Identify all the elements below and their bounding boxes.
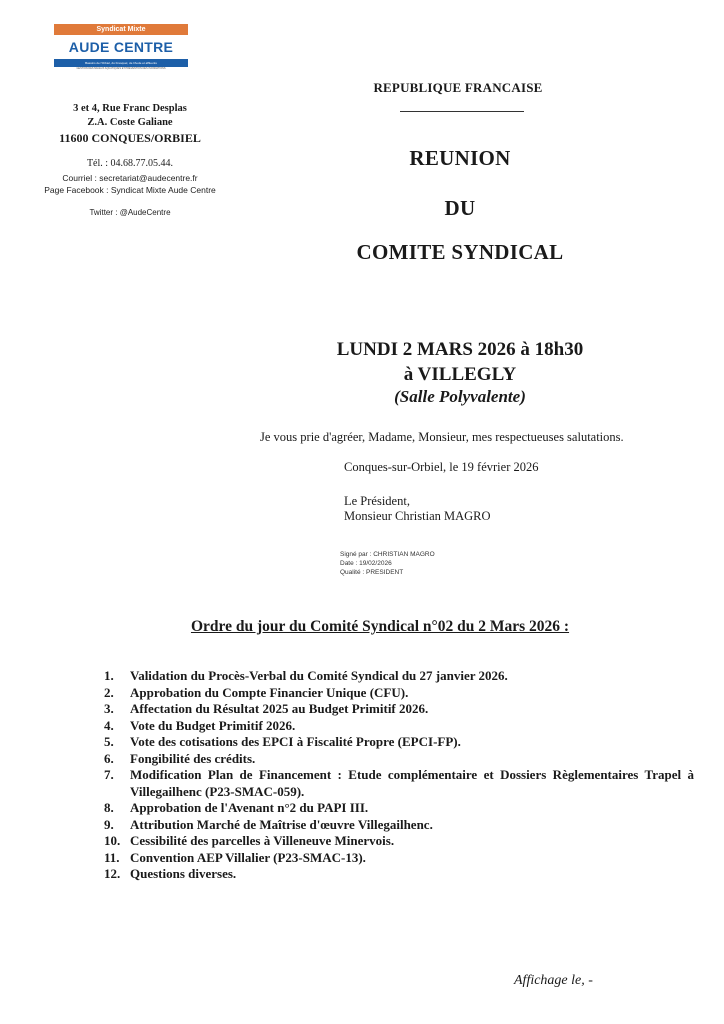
- meeting-location: à VILLEGLY: [403, 364, 517, 385]
- agenda-item: [98, 718, 694, 735]
- letter-salutation: Je vous prie d'agréer, Madame, Monsieur, mes respectueuses salutations.: [260, 430, 624, 444]
- contact-twitter: Twitter : @AudeCentre: [89, 208, 171, 217]
- agenda-item-text: Vote des cotisations des EPCI à Fiscalité Propre (EPCI-FP).: [130, 734, 461, 749]
- agenda-item-number: 1.: [104, 668, 114, 683]
- agenda-item-number: 6.: [104, 750, 114, 766]
- agenda-item-number: 5.: [104, 734, 114, 749]
- letter-signatory: [344, 494, 684, 524]
- agenda-item-text: Approbation de l'Avenant n°2 du PAPI III.: [130, 800, 369, 815]
- agenda-title: Ordre du jour du Comité Syndical n°02 du 2 Mars 2026 :: [190, 618, 570, 635]
- address-line-1: 3 et 4, Rue Franc Desplas: [73, 103, 187, 114]
- title-line-1: REUNION: [409, 146, 511, 170]
- agenda-item-text: Approbation du Compte Financier Unique (CFU).: [130, 684, 409, 700]
- agenda-list: [98, 668, 694, 883]
- address-line-3: 11600 CONQUES/ORBIEL: [59, 131, 201, 145]
- agenda-item-text: Cessibilité des parcelles à Villeneuve Minervois.: [130, 833, 395, 848]
- agenda-item-number: 10.: [104, 833, 121, 848]
- address-line-2: Z.A. Coste Galiane: [87, 117, 173, 128]
- republique-heading: REPUBLIQUE FRANCAISE: [373, 80, 543, 95]
- meeting-date: LUNDI 2 MARS 2026 à 18h30: [336, 339, 584, 360]
- logo-top-band: Syndicat Mixte: [54, 24, 188, 35]
- agenda-item: [98, 800, 694, 817]
- agenda-item: [98, 751, 694, 768]
- aude-centre-logo: [54, 24, 188, 70]
- sender-address: [40, 102, 220, 146]
- contact-email: Courriel : secretariat@audecentre.fr: [62, 173, 198, 183]
- title-line-2: DU: [444, 196, 476, 220]
- agenda-item-number: 9.: [104, 816, 114, 832]
- agenda-item-number: 7.: [104, 767, 114, 782]
- electronic-signature: [340, 550, 540, 577]
- agenda-item-text: Questions diverses.: [130, 866, 237, 881]
- contact-facebook: Page Facebook : Syndicat Mixte Aude Centre: [44, 185, 216, 195]
- signature-date: Date : 19/02/2026: [340, 560, 392, 567]
- agenda-item: [98, 734, 694, 751]
- sender-contact: [30, 158, 230, 196]
- title-line-3: COMITE SYNDICAL: [356, 240, 564, 264]
- meeting-room: (Salle Polyvalente): [394, 387, 526, 406]
- agenda-item: [98, 850, 694, 867]
- posting-date-label: Affichage le, -: [514, 973, 593, 988]
- agenda-item-text: Attribution Marché de Maîtrise d'œuvre Villegailhenc.: [130, 816, 433, 832]
- agenda-item-text: Fongibilité des crédits.: [130, 750, 256, 766]
- signatory-name: Monsieur Christian MAGRO: [344, 509, 491, 523]
- agenda-item-text: Vote du Budget Primitif 2026.: [130, 717, 296, 733]
- signatory-role: Le Président,: [344, 494, 410, 508]
- agenda-item-text: Convention AEP Villalier (P23-SMAC-13).: [130, 849, 366, 865]
- agenda-item: [98, 701, 694, 718]
- agenda-item-number: 4.: [104, 717, 114, 733]
- agenda-item-number: 11.: [104, 849, 120, 865]
- agenda-item-number: 12.: [104, 866, 121, 881]
- signature-quality: Qualité : PRESIDENT: [340, 569, 404, 576]
- agenda-item: [98, 668, 694, 685]
- agenda-item-number: 2.: [104, 684, 114, 700]
- agenda-item: [98, 866, 694, 883]
- logo-name: AUDE CENTRE: [54, 35, 188, 59]
- agenda-item: [98, 685, 694, 702]
- agenda-item-text: Validation du Procès-Verbal du Comité Syndical du 27 janvier 2026.: [130, 668, 508, 683]
- agenda-item: [98, 817, 694, 834]
- logo-blue-band: Bassins de l'Orbiel, du Fresquel, de l'Aude et affluents: [54, 59, 188, 67]
- agenda-item-number: 3.: [104, 701, 114, 716]
- agenda-item-number: 8.: [104, 800, 114, 815]
- agenda-item: [98, 767, 694, 800]
- contact-telephone: Tél. : 04.68.77.05.44.: [86, 158, 174, 169]
- agenda-item: [98, 833, 694, 850]
- signature-signed-by: Signé par : CHRISTIAN MAGRO: [340, 551, 435, 558]
- agenda-item-text: Affectation du Résultat 2025 au Budget Primitif 2026.: [130, 701, 429, 716]
- agenda-item-text: Modification Plan de Financement : Etude complémentaire et Dossiers Règlementaires Trapel à Villegailhenc (P23-SMAC-059).: [130, 767, 694, 799]
- logo-subtitle: GESTION DES MILIEUX AQUATIQUES ET PRÉVENTION DES INONDATIONS: [76, 67, 166, 70]
- header-divider: [400, 111, 524, 112]
- letter-place-date: Conques-sur-Orbiel, le 19 février 2026: [344, 460, 539, 474]
